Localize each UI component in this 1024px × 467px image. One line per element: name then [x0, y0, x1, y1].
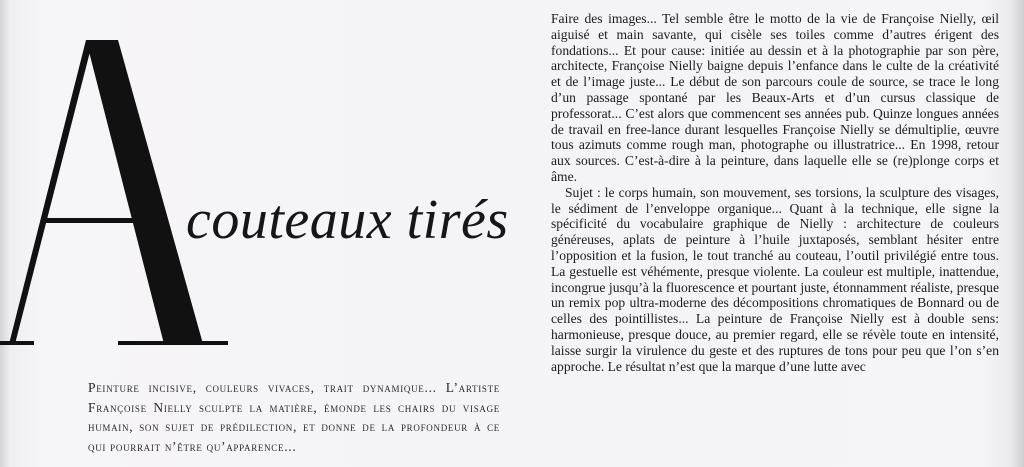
- drop-cap-letter-a: [0, 0, 240, 360]
- lede-intro: Peinture incisive, couleurs vivaces, trait dynamique... L’artiste Françoise Nielly sculpte la matière, émonde les chairs du visage humain, son sujet de prédilection, et donne de la profondeur à ce qui pourrait n’être qu’apparence...: [88, 380, 500, 454]
- body-column: [551, 11, 999, 374]
- page-edge-shadow: [1010, 0, 1024, 467]
- body-paragraph: Sujet : le corps humain, son mouvement, ses torsions, la sculpture des visages, le sédiment de l’enveloppe organique... Quant à la technique, elle signe la spécificité du vocabulaire graphique de Nielly : architecture de couleurs généreuses, aplats de peinture à l’huile juxtaposés, semblant hésiter entre l’opposition et la fusion, le tout tranché au couteau, l’outil privilégié entre tous. La gestuelle est véhémente, presque violente. La couleur est multiple, inattendue, incongrue jusqu’à la fluorescence et pourtant juste, étonnamment réaliste, presque un remix pop ultra-moderne des décompositions chromatiques de Bonnard ou de celles des pointillistes... La peinture de Françoise Nielly est à double sens: harmonieuse, presque douce, au premier regard, elle se révèle toute en intensité, laisse surgir la virulence du geste et des ruptures de tons pour peu que l’on s’en approche. Le résultat n’est que la marque d’une lutte avec: [551, 184, 999, 374]
- body-paragraph: Faire des images... Tel semble être le motto de la vie de Françoise Nielly, œil aiguisé et main savante, qui cisèle ses toiles comme d’autres érigent des fondations... Et pour cause: initiée au dessin et à la photographie par son père, architecte, Françoise Nielly baigne depuis l’enfance dans le culte de la créativité et de l’image juste... Le début de son parcours coule de source, se trace le long d’un passage spontané par les Beaux-Arts et d’un cursus classique de professorat... C’est alors que commencent ses années pub. Quinze longues années de travail en free-lance durant lesquelles Françoise Nielly se démultiplie, œuvre tous azimuts comme rough man, photographe ou illustratrice... En 1998, retour aux sources. C’est-à-dire à la peinture, dans laquelle elle se (re)plonge corps et âme.: [551, 11, 999, 184]
- headline: couteaux tirés: [186, 189, 509, 251]
- drop-cap-left-serif: [0, 341, 34, 345]
- drop-cap-thin-stroke: [9, 40, 93, 344]
- drop-cap-right-serif: [118, 341, 228, 345]
- drop-cap-crossbar: [42, 218, 145, 223]
